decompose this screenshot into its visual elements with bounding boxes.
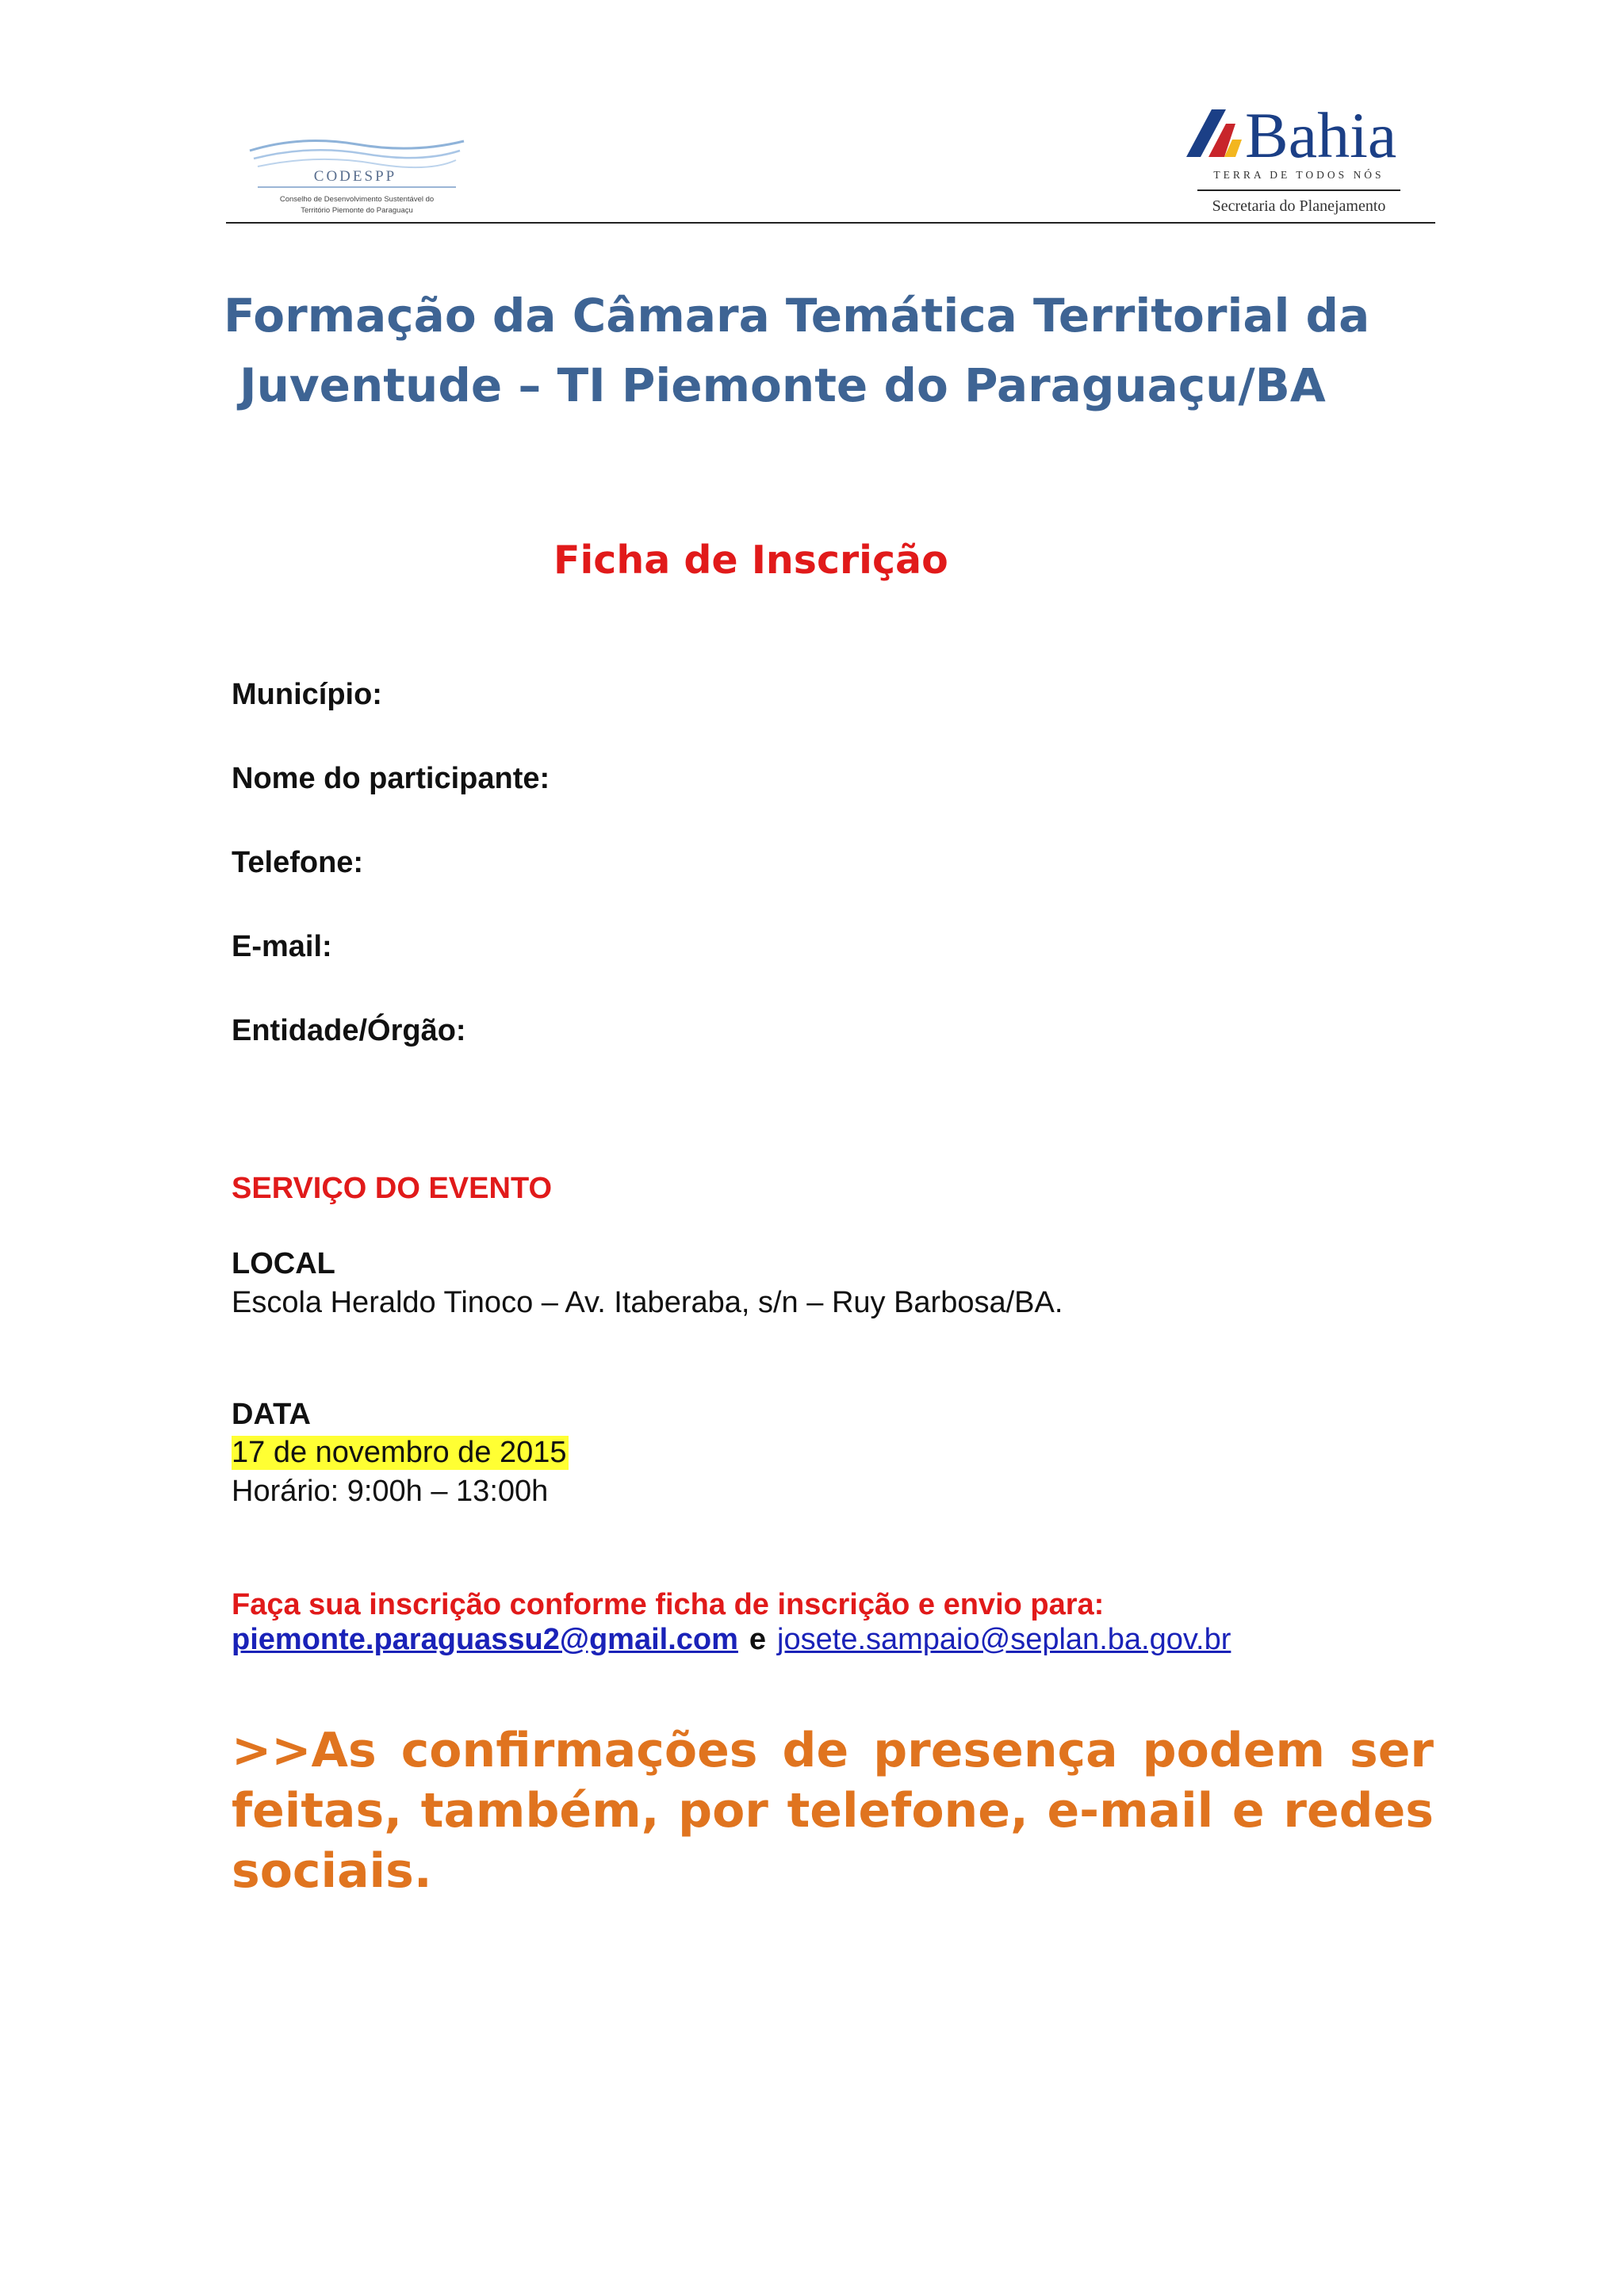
- email-separator: e: [749, 1623, 767, 1656]
- codespp-logo: [246, 119, 468, 222]
- local-label: LOCAL: [232, 1247, 335, 1280]
- email-link-josete[interactable]: josete.sampaio@seplan.ba.gov.br: [777, 1623, 1231, 1656]
- field-phone-label: Telefone:: [232, 846, 364, 879]
- field-participant-name-label: Nome do participante:: [232, 762, 550, 795]
- codespp-logo-text: CODESPP: [313, 168, 397, 185]
- date-label: DATA: [232, 1398, 311, 1431]
- bahia-logo-tagline: TERRA DE TODOS NÓS: [1213, 169, 1385, 181]
- header-divider: [226, 222, 1435, 224]
- email-link-piemonte[interactable]: piemonte.paraguassu2@gmail.com: [232, 1623, 738, 1656]
- document-title-line-2: Juventude – TI Piemonte do Paraguaçu/BA: [239, 358, 1326, 412]
- confirmation-note: >>As confirmações de presença podem ser feitas, também, por telefone, e-mail e redes sociais.: [232, 1723, 1434, 1899]
- form-heading: Ficha de Inscrição: [553, 538, 948, 583]
- local-address: Escola Heraldo Tinoco – Av. Itaberaba, s/n – Ruy Barbosa/BA.: [232, 1286, 1063, 1319]
- signup-instruction: Faça sua inscrição conforme ficha de inscrição e envio para:: [232, 1588, 1105, 1621]
- field-entity-label: Entidade/Órgão:: [232, 1014, 466, 1047]
- event-service-heading: SERVIÇO DO EVENTO: [232, 1172, 553, 1205]
- codespp-subtitle-1: Conselho de Desenvolvimento Sustentável do: [279, 195, 435, 204]
- bahia-logo: [1180, 94, 1406, 222]
- document-title-line-1: Formação da Câmara Temática Territorial da: [224, 289, 1370, 342]
- email-contacts-row: [232, 1623, 1231, 1657]
- field-municipio-label: Município:: [232, 678, 382, 711]
- event-time: Horário: 9:00h – 13:00h: [232, 1475, 549, 1508]
- event-date: 17 de novembro de 2015: [232, 1436, 567, 1469]
- field-email-label: E-mail:: [232, 930, 332, 963]
- bahia-logo-department: Secretaria do Planejamento: [1212, 197, 1386, 215]
- codespp-subtitle-2: Território Piemonte do Paraguaçu: [301, 206, 413, 215]
- bahia-logo-name: Bahia: [1245, 99, 1397, 171]
